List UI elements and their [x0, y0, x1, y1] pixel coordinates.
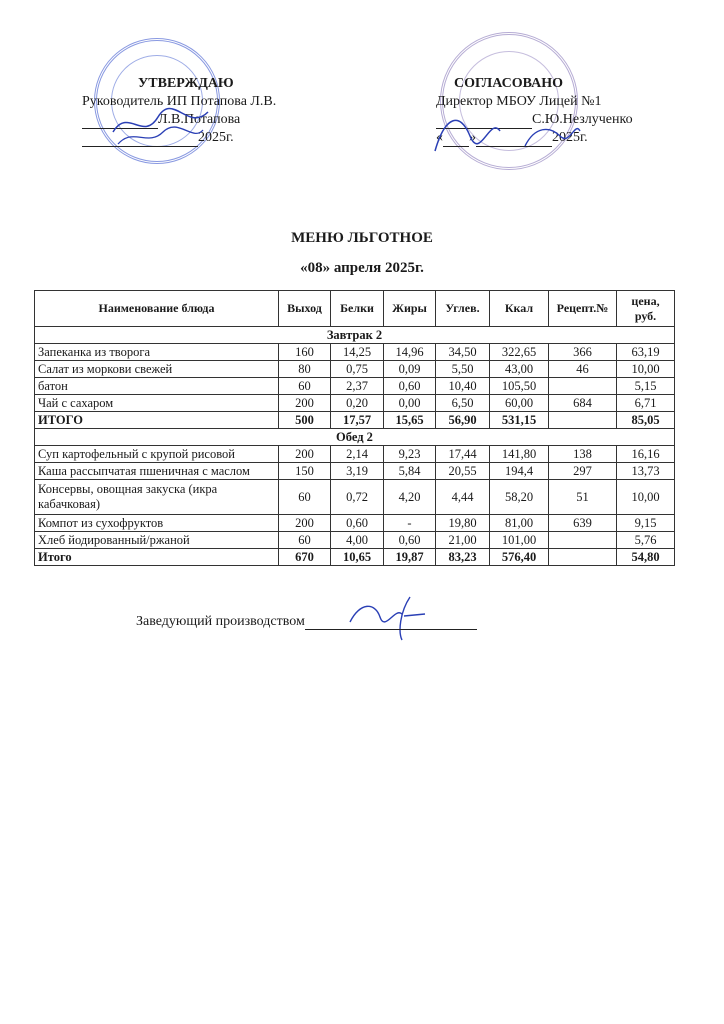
- cell-fat: 15,65: [384, 412, 436, 429]
- cell-output: 200: [279, 446, 331, 463]
- cell-name: Консервы, овощная закуска (икра кабачковая): [35, 480, 279, 515]
- cell-fat: 0,00: [384, 395, 436, 412]
- cell-output: 80: [279, 361, 331, 378]
- header-fat: Жиры: [384, 291, 436, 327]
- cell-fat: 19,87: [384, 549, 436, 566]
- table-row: [35, 480, 675, 515]
- cell-protein: 2,14: [331, 446, 384, 463]
- cell-carbs: 6,50: [436, 395, 490, 412]
- header-name: Наименование блюда: [35, 291, 279, 327]
- approval-signer-right: С.Ю.Незлученко: [532, 112, 633, 127]
- cell-carbs: 4,44: [436, 480, 490, 515]
- cell-carbs: 17,44: [436, 446, 490, 463]
- cell-carbs: 20,55: [436, 463, 490, 480]
- cell-kcal: 60,00: [490, 395, 549, 412]
- cell-price: 63,19: [617, 344, 675, 361]
- cell-output: 160: [279, 344, 331, 361]
- approval-position-right: Директор МБОУ Лицей №1: [436, 94, 602, 109]
- cell-output: 150: [279, 463, 331, 480]
- footer-signature-line: [136, 614, 477, 630]
- cell-carbs: 10,40: [436, 378, 490, 395]
- cell-price: 5,15: [617, 378, 675, 395]
- cell-kcal: 81,00: [490, 515, 549, 532]
- header-recipe: Рецепт.№: [549, 291, 617, 327]
- cell-price: 10,00: [617, 480, 675, 515]
- cell-fat: 5,84: [384, 463, 436, 480]
- table-row: [35, 463, 675, 480]
- cell-name: Хлеб йодированный/ржаной: [35, 532, 279, 549]
- table-header-row: [35, 291, 675, 327]
- footer-label: Заведующий производством: [136, 614, 305, 629]
- cell-name: Салат из моркови свежей: [35, 361, 279, 378]
- section-header-row: [35, 327, 675, 344]
- cell-kcal: 141,80: [490, 446, 549, 463]
- cell-name: Итого: [35, 549, 279, 566]
- cell-protein: 10,65: [331, 549, 384, 566]
- cell-carbs: 56,90: [436, 412, 490, 429]
- cell-name: батон: [35, 378, 279, 395]
- cell-price: 85,05: [617, 412, 675, 429]
- cell-recipe: [549, 532, 617, 549]
- cell-protein: 4,00: [331, 532, 384, 549]
- cell-output: 60: [279, 378, 331, 395]
- section-title: Завтрак 2: [35, 327, 675, 344]
- cell-price: 54,80: [617, 549, 675, 566]
- date-quote-close: »: [469, 130, 476, 145]
- table-row: [35, 361, 675, 378]
- cell-name: Компот из сухофруктов: [35, 515, 279, 532]
- cell-recipe: 46: [549, 361, 617, 378]
- total-row: [35, 412, 675, 429]
- cell-price: 10,00: [617, 361, 675, 378]
- cell-carbs: 19,80: [436, 515, 490, 532]
- cell-carbs: 34,50: [436, 344, 490, 361]
- cell-price: 5,76: [617, 532, 675, 549]
- cell-kcal: 576,40: [490, 549, 549, 566]
- footer-signature-field: [305, 615, 477, 630]
- cell-kcal: 43,00: [490, 361, 549, 378]
- cell-name: Запеканка из творога: [35, 344, 279, 361]
- table-row: [35, 515, 675, 532]
- cell-carbs: 83,23: [436, 549, 490, 566]
- header-price: цена, руб.: [617, 291, 675, 327]
- approval-signer-line-right: [436, 111, 633, 129]
- cell-price: 13,73: [617, 463, 675, 480]
- cell-recipe: 297: [549, 463, 617, 480]
- approval-date-line-right: [436, 129, 633, 147]
- section-header-row: [35, 429, 675, 446]
- cell-output: 200: [279, 395, 331, 412]
- table-row: [35, 532, 675, 549]
- document-title: МЕНЮ ЛЬГОТНОЕ: [291, 230, 433, 246]
- approval-title-right: СОГЛАСОВАНО: [454, 76, 563, 91]
- cell-kcal: 58,20: [490, 480, 549, 515]
- cell-protein: 0,20: [331, 395, 384, 412]
- document-date: «08» апреля 2025г.: [300, 260, 424, 276]
- header-kcal: Ккал: [490, 291, 549, 327]
- cell-recipe: [549, 378, 617, 395]
- cell-kcal: 101,00: [490, 532, 549, 549]
- cell-recipe: 684: [549, 395, 617, 412]
- cell-price: 6,71: [617, 395, 675, 412]
- cell-recipe: [549, 549, 617, 566]
- approval-title-left: УТВЕРЖДАЮ: [138, 76, 234, 91]
- cell-recipe: [549, 412, 617, 429]
- cell-protein: 17,57: [331, 412, 384, 429]
- section-title: Обед 2: [35, 429, 675, 446]
- cell-recipe: 51: [549, 480, 617, 515]
- cell-protein: 14,25: [331, 344, 384, 361]
- approval-block-left: [82, 75, 276, 147]
- cell-name: ИТОГО: [35, 412, 279, 429]
- menu-table: [34, 290, 675, 566]
- cell-kcal: 105,50: [490, 378, 549, 395]
- cell-output: 60: [279, 532, 331, 549]
- cell-fat: 0,60: [384, 378, 436, 395]
- table-row: [35, 395, 675, 412]
- cell-recipe: 639: [549, 515, 617, 532]
- cell-price: 9,15: [617, 515, 675, 532]
- cell-carbs: 5,50: [436, 361, 490, 378]
- cell-output: 200: [279, 515, 331, 532]
- cell-fat: -: [384, 515, 436, 532]
- total-row: [35, 549, 675, 566]
- cell-fat: 4,20: [384, 480, 436, 515]
- approval-block-right: [436, 75, 633, 147]
- cell-protein: 0,60: [331, 515, 384, 532]
- header-carbs: Углев.: [436, 291, 490, 327]
- cell-fat: 0,60: [384, 532, 436, 549]
- cell-kcal: 194,4: [490, 463, 549, 480]
- approval-date-line-left: [82, 129, 276, 147]
- approval-signer-line-left: [82, 111, 276, 129]
- cell-protein: 0,72: [331, 480, 384, 515]
- date-quote-open: «: [436, 130, 443, 145]
- table-row: [35, 378, 675, 395]
- table-row: [35, 446, 675, 463]
- cell-kcal: 531,15: [490, 412, 549, 429]
- cell-output: 670: [279, 549, 331, 566]
- cell-fat: 0,09: [384, 361, 436, 378]
- cell-fat: 9,23: [384, 446, 436, 463]
- cell-output: 60: [279, 480, 331, 515]
- cell-protein: 0,75: [331, 361, 384, 378]
- approval-date-left: 2025г.: [198, 130, 234, 145]
- table-row: [35, 344, 675, 361]
- cell-recipe: 366: [549, 344, 617, 361]
- approval-date-right: 2025г.: [552, 130, 588, 145]
- cell-fat: 14,96: [384, 344, 436, 361]
- approval-signer-left: Л.В.Потапова: [158, 112, 241, 127]
- cell-name: Каша рассыпчатая пшеничная с маслом: [35, 463, 279, 480]
- header-protein: Белки: [331, 291, 384, 327]
- cell-recipe: 138: [549, 446, 617, 463]
- cell-price: 16,16: [617, 446, 675, 463]
- cell-protein: 3,19: [331, 463, 384, 480]
- cell-protein: 2,37: [331, 378, 384, 395]
- cell-kcal: 322,65: [490, 344, 549, 361]
- cell-name: Суп картофельный с крупой рисовой: [35, 446, 279, 463]
- approval-position-left: Руководитель ИП Потапова Л.В.: [82, 94, 277, 109]
- header-output: Выход: [279, 291, 331, 327]
- cell-name: Чай с сахаром: [35, 395, 279, 412]
- cell-carbs: 21,00: [436, 532, 490, 549]
- cell-output: 500: [279, 412, 331, 429]
